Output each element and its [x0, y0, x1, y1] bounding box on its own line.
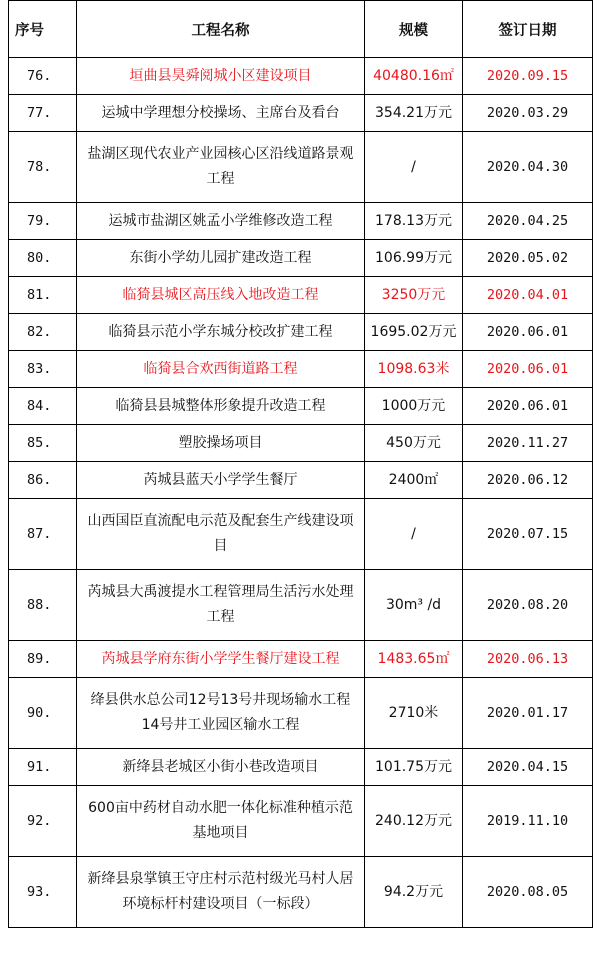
row-scale-cell: 94.2万元 — [365, 857, 463, 928]
row-scale-cell: 3250万元 — [365, 277, 463, 314]
row-scale-cell: 240.12万元 — [365, 786, 463, 857]
row-scale-cell: / — [365, 499, 463, 570]
table-row — [9, 351, 593, 388]
row-date-cell: 2020.06.12 — [463, 462, 593, 499]
row-scale-cell: 450万元 — [365, 425, 463, 462]
table-row — [9, 425, 593, 462]
row-name-cell: 运城市盐湖区姚孟小学维修改造工程 — [77, 203, 365, 240]
row-num-cell: 92. — [9, 786, 77, 857]
row-num-cell: 79. — [9, 203, 77, 240]
project-table — [8, 0, 593, 928]
row-num-cell: 83. — [9, 351, 77, 388]
table-row — [9, 203, 593, 240]
table-row — [9, 678, 593, 749]
row-scale-cell: 178.13万元 — [365, 203, 463, 240]
row-date-cell: 2020.06.01 — [463, 314, 593, 351]
row-date-cell: 2020.06.13 — [463, 641, 593, 678]
row-date-cell: 2020.07.15 — [463, 499, 593, 570]
row-date-cell: 2020.09.15 — [463, 58, 593, 95]
row-name-cell: 东街小学幼儿园扩建改造工程 — [77, 240, 365, 277]
row-date-cell: 2019.11.10 — [463, 786, 593, 857]
row-name-cell: 芮城县大禹渡提水工程管理局生活污水处理工程 — [77, 570, 365, 641]
table-row — [9, 499, 593, 570]
row-scale-cell: 2400㎡ — [365, 462, 463, 499]
table-row — [9, 857, 593, 928]
row-name-cell: 临猗县县城整体形象提升改造工程 — [77, 388, 365, 425]
table-row — [9, 641, 593, 678]
header-date: 签订日期 — [463, 1, 593, 58]
row-name-cell: 新绛县泉掌镇王守庄村示范村级光马村人居环境标杆村建设项目（一标段） — [77, 857, 365, 928]
row-num-cell: 85. — [9, 425, 77, 462]
row-scale-cell: 1098.63米 — [365, 351, 463, 388]
row-date-cell: 2020.04.01 — [463, 277, 593, 314]
table-row — [9, 749, 593, 786]
row-num-cell: 93. — [9, 857, 77, 928]
row-date-cell: 2020.01.17 — [463, 678, 593, 749]
row-num-cell: 84. — [9, 388, 77, 425]
row-scale-cell: 2710米 — [365, 678, 463, 749]
row-num-cell: 87. — [9, 499, 77, 570]
row-num-cell: 90. — [9, 678, 77, 749]
row-name-cell: 600亩中药材自动水肥一体化标准种植示范基地项目 — [77, 786, 365, 857]
row-name-cell: 临猗县城区高压线入地改造工程 — [77, 277, 365, 314]
table-row — [9, 388, 593, 425]
table-row — [9, 240, 593, 277]
row-name-cell: 盐湖区现代农业产业园核心区沿线道路景观工程 — [77, 132, 365, 203]
row-date-cell: 2020.06.01 — [463, 351, 593, 388]
row-num-cell: 89. — [9, 641, 77, 678]
row-date-cell: 2020.04.30 — [463, 132, 593, 203]
row-num-cell: 81. — [9, 277, 77, 314]
table-row — [9, 95, 593, 132]
row-num-cell: 82. — [9, 314, 77, 351]
row-name-cell: 芮城县蓝天小学学生餐厅 — [77, 462, 365, 499]
table-row — [9, 462, 593, 499]
row-date-cell: 2020.04.15 — [463, 749, 593, 786]
row-num-cell: 86. — [9, 462, 77, 499]
header-row — [9, 1, 593, 58]
row-name-cell: 山西国臣直流配电示范及配套生产线建设项目 — [77, 499, 365, 570]
table-row — [9, 786, 593, 857]
row-scale-cell: 1695.02万元 — [365, 314, 463, 351]
row-name-cell: 芮城县学府东街小学学生餐厅建设工程 — [77, 641, 365, 678]
row-date-cell: 2020.08.20 — [463, 570, 593, 641]
header-num: 序号 — [9, 1, 77, 58]
table-body — [9, 58, 593, 928]
row-num-cell: 80. — [9, 240, 77, 277]
table-row — [9, 58, 593, 95]
row-date-cell: 2020.04.25 — [463, 203, 593, 240]
row-name-cell: 新绛县老城区小街小巷改造项目 — [77, 749, 365, 786]
table-row — [9, 277, 593, 314]
row-scale-cell: 106.99万元 — [365, 240, 463, 277]
row-scale-cell: 354.21万元 — [365, 95, 463, 132]
row-name-cell: 临猗县合欢西街道路工程 — [77, 351, 365, 388]
row-scale-cell: 40480.16㎡ — [365, 58, 463, 95]
row-scale-cell: 1483.65㎡ — [365, 641, 463, 678]
table-row — [9, 132, 593, 203]
row-name-cell: 塑胶操场项目 — [77, 425, 365, 462]
row-date-cell: 2020.05.02 — [463, 240, 593, 277]
row-num-cell: 88. — [9, 570, 77, 641]
row-date-cell: 2020.11.27 — [463, 425, 593, 462]
row-scale-cell: 30m³ /d — [365, 570, 463, 641]
row-date-cell: 2020.03.29 — [463, 95, 593, 132]
row-num-cell: 91. — [9, 749, 77, 786]
row-scale-cell: 1000万元 — [365, 388, 463, 425]
row-scale-cell: 101.75万元 — [365, 749, 463, 786]
row-date-cell: 2020.08.05 — [463, 857, 593, 928]
table-row — [9, 570, 593, 641]
row-name-cell: 临猗县示范小学东城分校改扩建工程 — [77, 314, 365, 351]
row-name-cell: 绛县供水总公司12号13号井现场输水工程14号井工业园区输水工程 — [77, 678, 365, 749]
row-date-cell: 2020.06.01 — [463, 388, 593, 425]
row-num-cell: 78. — [9, 132, 77, 203]
row-name-cell: 运城中学理想分校操场、主席台及看台 — [77, 95, 365, 132]
header-name: 工程名称 — [77, 1, 365, 58]
row-name-cell: 垣曲县昊舜阅城小区建设项目 — [77, 58, 365, 95]
header-scale: 规模 — [365, 1, 463, 58]
row-num-cell: 77. — [9, 95, 77, 132]
row-scale-cell: / — [365, 132, 463, 203]
row-num-cell: 76. — [9, 58, 77, 95]
table-row — [9, 314, 593, 351]
